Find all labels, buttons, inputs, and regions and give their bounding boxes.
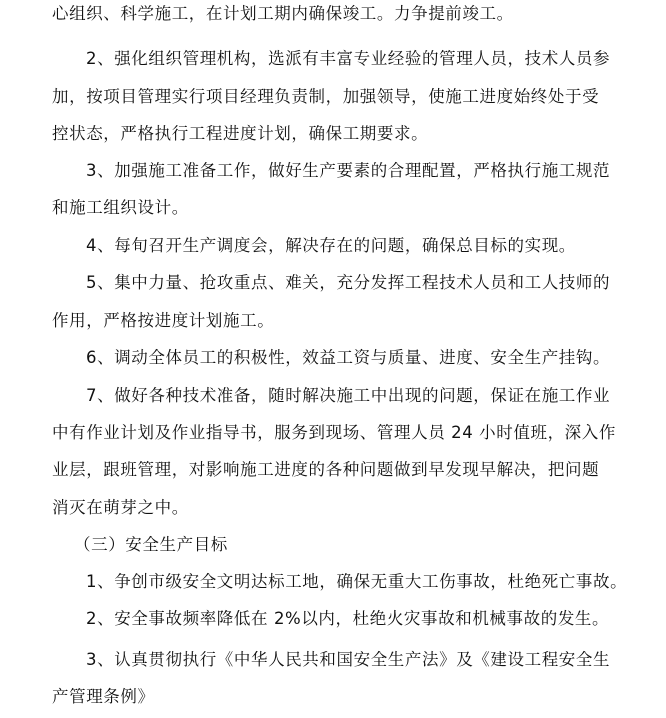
text-line: 4、每旬召开生产调度会，解决存在的问题，确保总目标的实现。: [86, 236, 576, 255]
text-line: 3、加强施工准备工作，做好生产要素的合理配置，严格执行施工规范: [86, 161, 611, 180]
text-line: 6、调动全体员工的积极性，效益工资与质量、进度、安全生产挂钩。: [86, 348, 611, 367]
text-line: 3、认真贯彻执行《中华人民共和国安全生产法》及《建设工程安全生: [86, 650, 611, 669]
text-line: 2、安全事故频率降低在 2%以内，杜绝火灾事故和机械事故的发生。: [86, 609, 610, 628]
text-line: 1、争创市级安全文明达标工地，确保无重大工伤事故，杜绝死亡事故。: [86, 572, 628, 591]
text-line: 2、强化组织管理机构，选派有丰富专业经验的管理人员，技术人员参: [86, 49, 611, 68]
text-line: 作用，严格按进度计划施工。: [52, 311, 275, 330]
text-line: 和施工组织设计。: [52, 198, 189, 217]
text-line: 产管理条例》: [52, 687, 155, 706]
text-line: 7、做好各种技术准备，随时解决施工中出现的问题，保证在施工作业: [86, 386, 611, 405]
text-line: 控状态，严格执行工程进度计划，确保工期要求。: [52, 124, 429, 143]
text-line: 心组织、科学施工，在计划工期内确保竣工。力争提前竣工。: [52, 4, 514, 23]
section-heading: （三）安全生产目标: [74, 535, 228, 554]
text-line: 消灭在萌芽之中。: [52, 498, 189, 517]
text-line: 加，按项目管理实行项目经理负责制，加强领导，使施工进度始终处于受: [52, 87, 600, 106]
text-line: 业层，跟班管理，对影响施工进度的各种问题做到早发现早解决，把问题: [52, 460, 600, 479]
text-line: 5、集中力量、抢攻重点、难关，充分发挥工程技术人员和工人技师的: [86, 273, 611, 292]
text-line: 中有作业计划及作业指导书，服务到现场、管理人员 24 小时值班，深入作: [52, 423, 616, 442]
